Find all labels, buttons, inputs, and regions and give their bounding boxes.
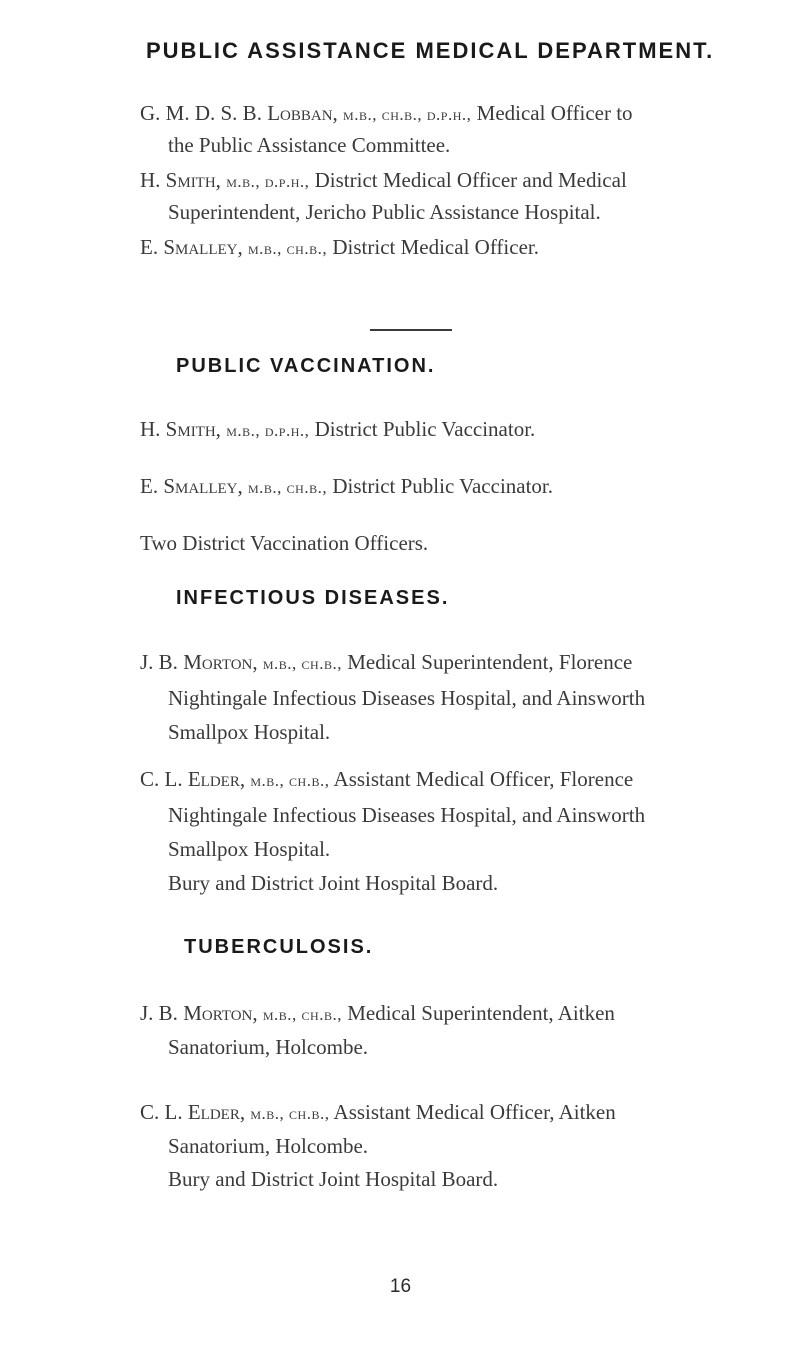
page-number: 16: [389, 1276, 412, 1297]
section-divider: [370, 329, 452, 331]
entry-smalley-vaccinator: E. Smalley, m.b., ch.b., District Public Vaccinator.: [140, 474, 554, 498]
entry-smith-vaccinator: H. Smith, m.b., d.p.h., District Public Vaccinator.: [140, 417, 536, 441]
heading-public-vaccination: PUBLIC VACCINATION.: [176, 355, 436, 377]
entry-smith-district-medical-officer: H. Smith, m.b., d.p.h., District Medical Officer and Medical Superintendent, Jericho Public Assistance Hospital.: [140, 168, 627, 224]
heading-infectious-diseases: INFECTIOUS DISEASES.: [176, 587, 450, 609]
entry-elder-tuberculosis: C. L. Elder, m.b., ch.b., Assistant Medical Officer, Aitken Sanatorium, Holcombe. Bury and District Joint Hospital Board.: [140, 1100, 616, 1191]
entry-morton-infectious: J. B. Morton, m.b., ch.b., Medical Superintendent, Florence Nightingale Infectious Diseases Hospital, and Ainsworth Smallpox Hospital.: [140, 650, 646, 744]
heading-public-assistance-medical-department: PUBLIC ASSISTANCE MEDICAL DEPARTMENT.: [146, 38, 715, 63]
entry-morton-tuberculosis: J. B. Morton, m.b., ch.b., Medical Superintendent, Aitken Sanatorium, Holcombe.: [140, 1001, 615, 1059]
vaccination-officers-text: Two District Vaccination Officers.: [140, 531, 429, 555]
entry-smalley-district-medical-officer: E. Smalley, m.b., ch.b., District Medical Officer.: [140, 235, 539, 259]
heading-tuberculosis: TUBERCULOSIS.: [184, 936, 374, 958]
entry-elder-infectious: C. L. Elder, m.b., ch.b., Assistant Medical Officer, Florence Nightingale Infectious Diseases Hospital, and Ainsworth Smallpox Hospital. Bury and District Joint Hospital Board.: [140, 767, 646, 895]
entry-lobban: G. M. D. S. B. Lobban, m.b., ch.b., d.p.h., Medical Officer to the Public Assistance Committee.: [140, 101, 633, 157]
